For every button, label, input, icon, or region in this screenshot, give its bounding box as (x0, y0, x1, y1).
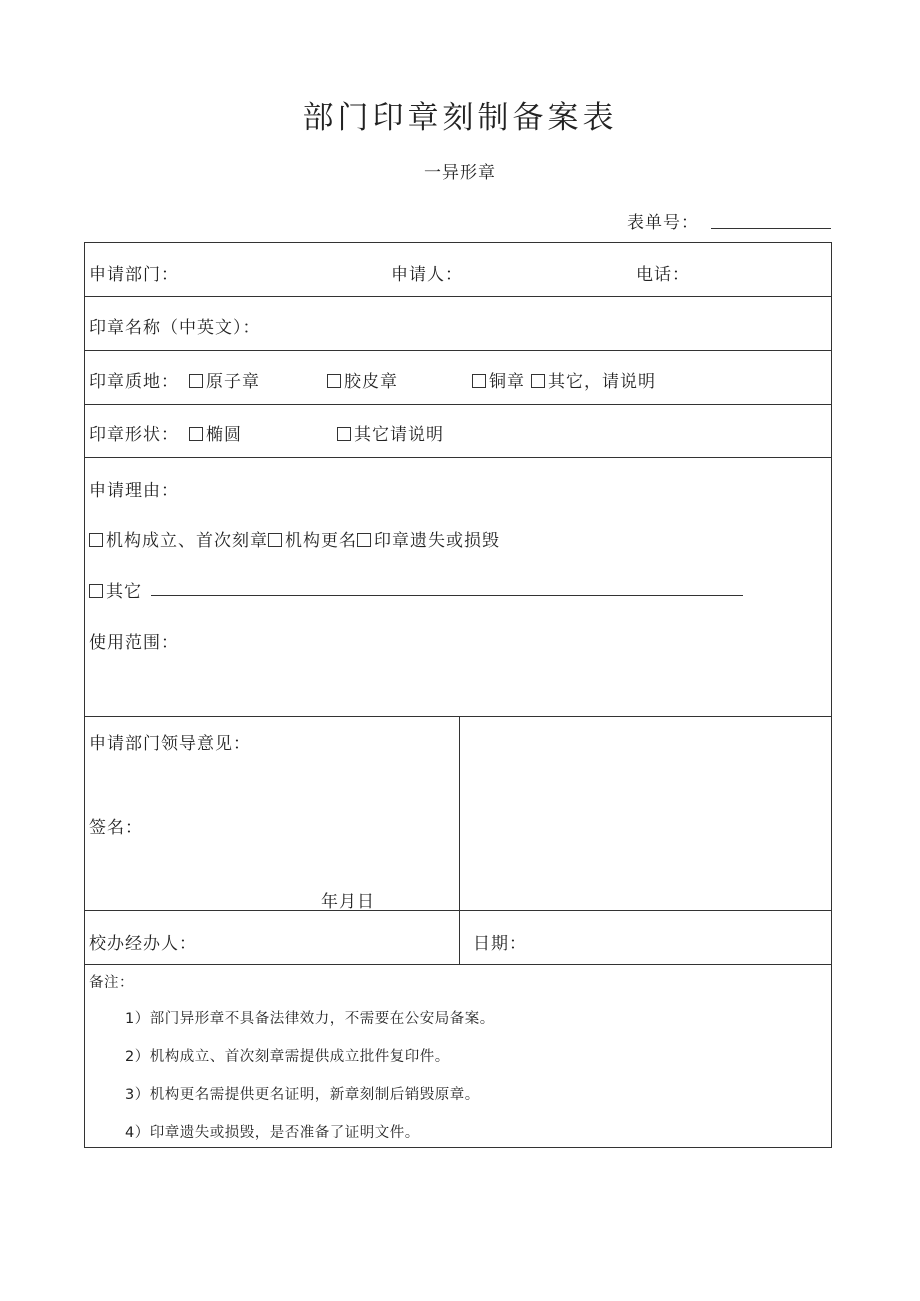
handler-label: 校办经办人： (89, 934, 197, 954)
form-number-field[interactable] (711, 228, 831, 229)
dept-label: 申请部门： (89, 265, 179, 285)
reason-option-establish[interactable]: 机构成立、首次刻章 (89, 531, 268, 551)
note-item: 3）机构更名需提供更名证明，新章刻制后销毁原章。 (125, 1087, 480, 1103)
row-divider (85, 964, 831, 965)
page-subtitle: 一异形章 (424, 163, 496, 183)
row-divider (85, 296, 831, 297)
phone-label: 电话： (636, 265, 690, 285)
row-divider (85, 350, 831, 351)
reason-option-rename[interactable]: 机构更名 (268, 531, 357, 551)
form-table (84, 242, 832, 1148)
material-option-other[interactable]: 其它，请说明 (531, 367, 656, 392)
shape-label: 印章形状： (89, 425, 179, 445)
date-ymd-label: 年月日 (321, 892, 375, 912)
note-item: 1）部门异形章不具备法律效力，不需要在公安局备案。 (125, 1011, 495, 1027)
row-divider (85, 910, 831, 911)
reason-label: 申请理由： (89, 481, 179, 501)
note-item: 4）印章遗失或损毁，是否准备了证明文件。 (125, 1125, 420, 1141)
checkbox-icon[interactable] (268, 533, 282, 547)
note-item: 2）机构成立、首次刻章需提供成立批件复印件。 (125, 1049, 450, 1065)
applicant-label: 申请人： (391, 265, 463, 285)
form-number-label: 表单号： (627, 213, 699, 233)
reason-options (89, 526, 500, 551)
date-label: 日期： (473, 934, 527, 954)
shape-option-ellipse[interactable]: 椭圆 (189, 420, 242, 445)
row-divider (85, 457, 831, 458)
shape-option-other[interactable]: 其它请说明 (337, 420, 444, 445)
row-divider (85, 716, 831, 717)
checkbox-icon[interactable] (337, 427, 351, 441)
checkbox-icon[interactable] (189, 427, 203, 441)
checkbox-icon[interactable] (327, 374, 341, 388)
checkbox-icon[interactable] (89, 533, 103, 547)
page-title: 部门印章刻制备案表 (302, 100, 618, 136)
seal-name-label: 印章名称（中英文）： (89, 318, 261, 338)
material-option-jiaopi[interactable]: 胶皮章 (327, 367, 398, 392)
checkbox-icon[interactable] (357, 533, 371, 547)
checkbox-icon[interactable] (89, 584, 103, 598)
material-option-tong[interactable]: 铜章 (472, 367, 525, 392)
checkbox-icon[interactable] (472, 374, 486, 388)
material-option-yuanzi[interactable]: 原子章 (189, 367, 260, 392)
reason-option-lost[interactable]: 印章遗失或损毁 (357, 531, 500, 551)
leader-opinion-label: 申请部门领导意见： (89, 734, 251, 754)
scope-label: 使用范围： (89, 633, 179, 653)
row-divider (85, 404, 831, 405)
checkbox-icon[interactable] (531, 374, 545, 388)
material-label: 印章质地： (89, 372, 179, 392)
reason-other-field[interactable] (151, 595, 743, 596)
column-divider (459, 716, 460, 964)
sign-label: 签名： (89, 818, 143, 838)
notes-label: 备注： (89, 975, 134, 991)
reason-option-other[interactable]: 其它 (89, 577, 142, 602)
checkbox-icon[interactable] (189, 374, 203, 388)
